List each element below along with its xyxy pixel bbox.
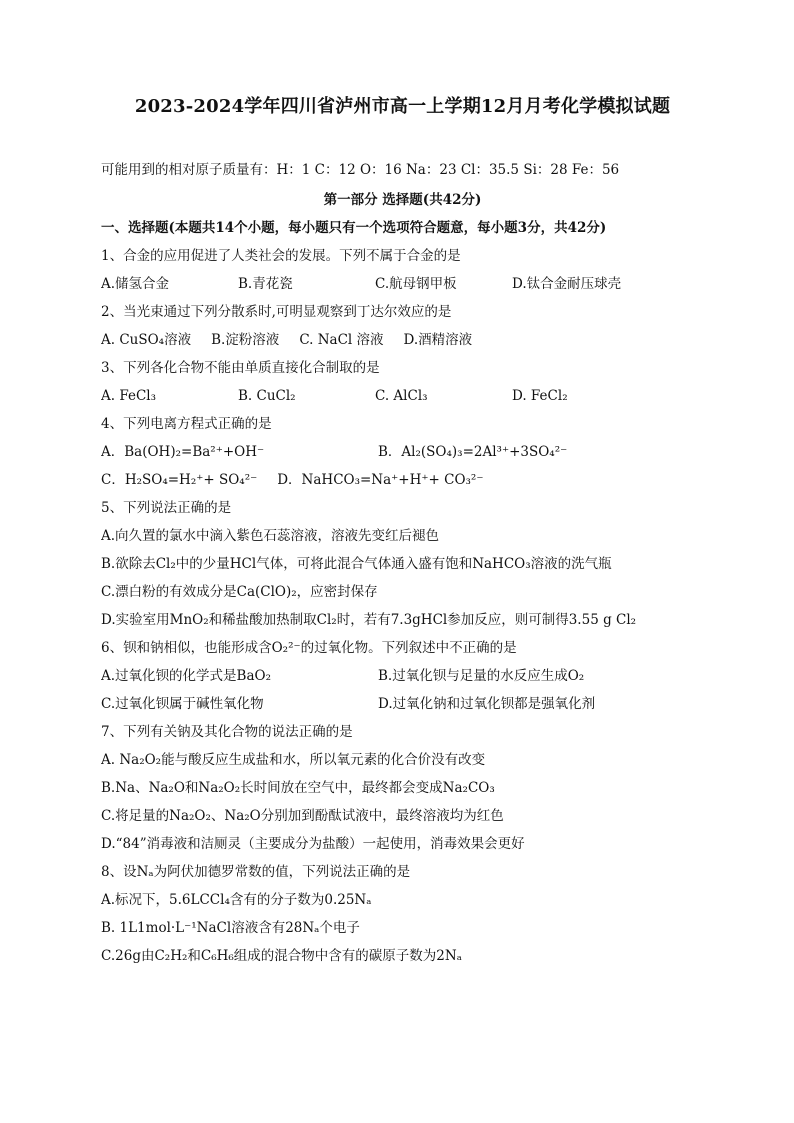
option-b: B．Al₂(SO₄)₃=2Al³⁺+3SO₄²⁻	[378, 444, 568, 460]
question-4-stem: 4、下列电离方程式正确的是	[101, 416, 272, 432]
question-6-stem: 6、钡和钠相似，也能形成含O₂²⁻的过氧化物。下列叙述中不正确的是	[101, 640, 517, 656]
option-d: D. FeCl₂	[512, 388, 568, 404]
option-b: B.青花瓷	[238, 276, 293, 292]
option-c: C. AlCl₃	[375, 388, 428, 404]
option-a: A.向久置的氯水中滴入紫色石蕊溶液，溶液先变红后褪色	[101, 528, 440, 544]
option-d: D.“84”消毒液和洁厕灵（主要成分为盐酸）一起使用，消毒效果会更好	[101, 836, 525, 852]
part-title: 第一部分 选择题(共42分)	[323, 192, 482, 208]
option-b: B.过氧化钡与足量的水反应生成O₂	[378, 668, 585, 684]
question-6-options-ab	[101, 662, 704, 690]
question-3-stem: 3、下列各化合物不能由单质直接化合制取的是	[101, 360, 380, 376]
question-2-stem: 2、当光束通过下列分散系时,可明显观察到丁达尔效应的是	[101, 304, 452, 320]
question-8-stem: 8、设Nₐ为阿伏加德罗常数的值，下列说法正确的是	[101, 864, 411, 880]
option-d: D.钛合金耐压球壳	[512, 276, 622, 292]
section-title: 一、选择题(本题共14个小题，每小题只有一个选项符合题意，每小题3分，共42分)	[101, 220, 607, 236]
option-b: B. CuCl₂	[238, 388, 296, 404]
option-c: C.过氧化钡属于碱性氧化物	[101, 696, 264, 712]
exam-title: 2023-2024学年四川省泸州市高一上学期12月月考化学模拟试题	[134, 96, 671, 117]
option-a: A．Ba(OH)₂=Ba²⁺+OH⁻	[101, 444, 265, 460]
option-d: D.实验室用MnO₂和稀盐酸加热制取Cl₂时，若有7.3gHCl参加反应，则可制得3.55 g Cl₂	[101, 612, 637, 628]
option-b: B.淀粉溶液	[211, 332, 280, 348]
atomic-masses: 可能用到的相对原子质量有：H：1 C：12 O：16 Na：23 Cl：35.5 Si：28 Fe：56	[101, 162, 620, 178]
question-3-options	[101, 382, 704, 410]
option-b: B.欲除去Cl₂中的少量HCl气体，可将此混合气体通入盛有饱和NaHCO₃溶液的洗气瓶	[101, 556, 612, 572]
question-1-options	[101, 270, 704, 298]
question-6-options-cd	[101, 690, 704, 718]
option-c: C.26g由C₂H₂和C₆H₆组成的混合物中含有的碳原子数为2Nₐ	[101, 948, 462, 964]
question-7-stem: 7、下列有关钠及其化合物的说法正确的是	[101, 724, 353, 740]
option-a: A.储氢合金	[101, 276, 170, 292]
option-c: C.将足量的Na₂O₂、Na₂O分别加到酚酞试液中，最终溶液均为红色	[101, 808, 504, 824]
option-a: A.标况下，5.6LCCl₄含有的分子数为0.25Nₐ	[101, 892, 372, 908]
option-c: C. NaCl 溶液	[299, 332, 384, 348]
option-d: D.酒精溶液	[403, 332, 473, 348]
question-2-options	[101, 326, 704, 354]
option-a: A. Na₂O₂能与酸反应生成盐和水，所以氧元素的化合价没有改变	[101, 752, 486, 768]
option-c: C.漂白粉的有效成分是Ca(ClO)₂，应密封保存	[101, 584, 378, 600]
question-4-options-cd	[101, 466, 704, 494]
option-a: A. FeCl₃	[101, 388, 157, 404]
option-c: C．H₂SO₄=H₂⁺+ SO₄²⁻	[101, 472, 258, 488]
option-b: B. 1L1mol·L⁻¹NaCl溶液含有28Nₐ个电子	[101, 920, 360, 936]
question-4-options-ab	[101, 438, 704, 466]
option-b: B.Na、Na₂O和Na₂O₂长时间放在空气中，最终都会变成Na₂CO₃	[101, 780, 495, 796]
question-5-stem: 5、下列说法正确的是	[101, 500, 232, 516]
option-a: A.过氧化钡的化学式是BaO₂	[101, 668, 271, 684]
question-1-stem: 1、合金的应用促进了人类社会的发展。下列不属于合金的是	[101, 248, 461, 264]
option-d: D．NaHCO₃=Na⁺+H⁺+ CO₃²⁻	[277, 472, 484, 488]
option-a: A. CuSO₄溶液	[101, 332, 192, 348]
option-d: D.过氧化钠和过氧化钡都是强氧化剂	[378, 696, 596, 712]
option-c: C.航母钢甲板	[375, 276, 457, 292]
